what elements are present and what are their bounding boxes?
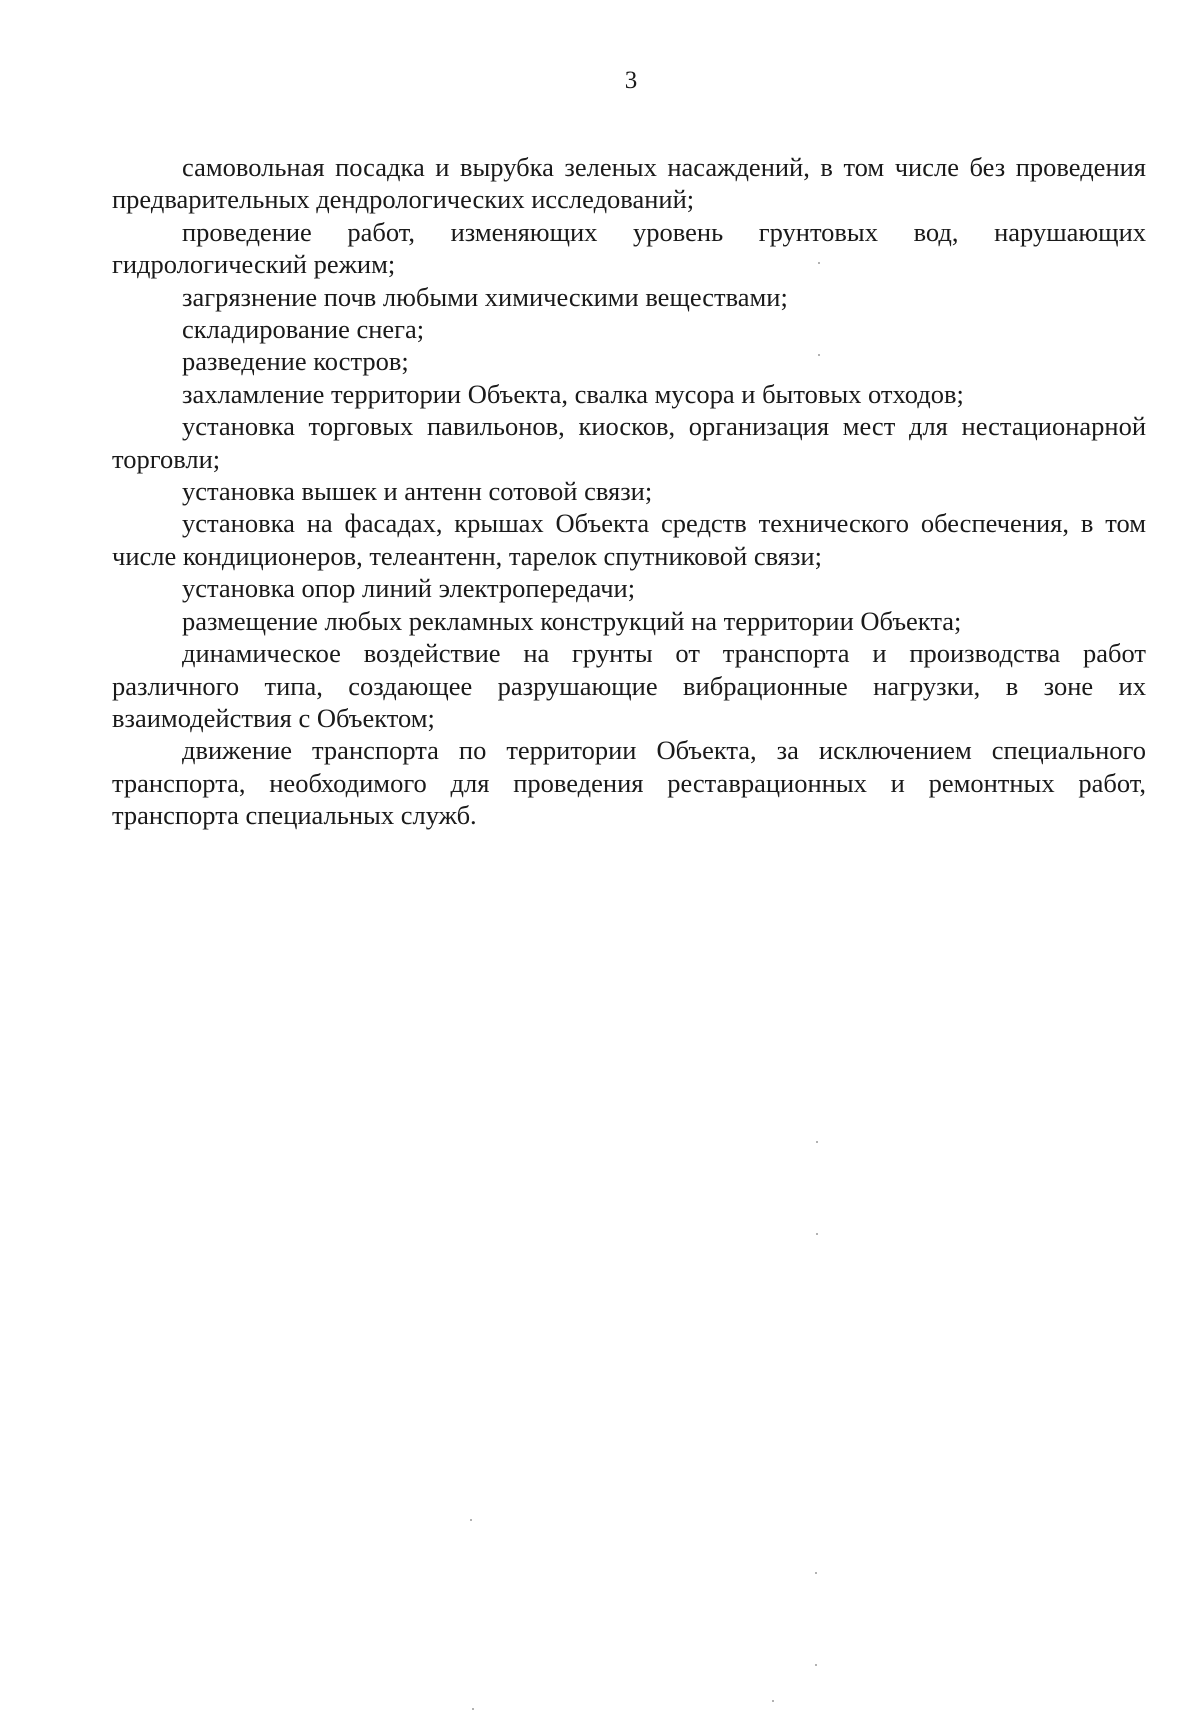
scan-speck: [815, 1664, 817, 1666]
list-item: самовольная посадка и вырубка зеленых насаждений, в том числе без проведения предварительных дендрологических исследований;: [112, 152, 1146, 215]
scan-speck: [816, 1141, 818, 1143]
scan-speck: [472, 1708, 474, 1710]
list-item: складирование снега;: [182, 314, 425, 345]
list-item: установка торговых павильонов, киосков, организация мест для нестационарной торговли;: [112, 411, 1146, 474]
list-item: динамическое воздействие на грунты от транспорта и производства работ различного типа, создающее разрушающие вибрационные нагрузки, в зоне их взаимодействия с Объектом;: [112, 638, 1146, 733]
list-item: проведение работ, изменяющих уровень грунтовых вод, нарушающих гидрологический режим;: [112, 216, 1146, 280]
scan-speck: [818, 354, 820, 356]
list-item: установка опор линий электропередачи;: [182, 573, 636, 604]
list-item: размещение любых рекламных конструкций на территории Объекта;: [182, 605, 962, 636]
list-item: загрязнение почв любыми химическими веществами;: [182, 281, 788, 312]
scan-speck: [470, 1519, 472, 1521]
page-number: 3: [624, 67, 638, 94]
list-item: установка на фасадах, крышах Объекта средств технического обеспечения, в том числе кондиционеров, телеантенн, тарелок спутниковой связи;: [112, 508, 1146, 571]
scan-speck: [816, 1233, 818, 1235]
list-item: установка вышек и антенн сотовой связи;: [182, 476, 653, 507]
list-item: разведение костров;: [182, 346, 409, 377]
document-body: [112, 151, 1146, 832]
list-item: движение транспорта по территории Объекта, за исключением специального транспорта, необходимого для проведения реставрационных и ремонтных работ, транспорта специальных служб.: [112, 735, 1146, 831]
scan-speck: [772, 1700, 774, 1702]
scan-speck: [818, 262, 820, 264]
list-item: захламление территории Объекта, свалка мусора и бытовых отходов;: [182, 378, 964, 409]
scan-speck: [815, 1572, 817, 1574]
